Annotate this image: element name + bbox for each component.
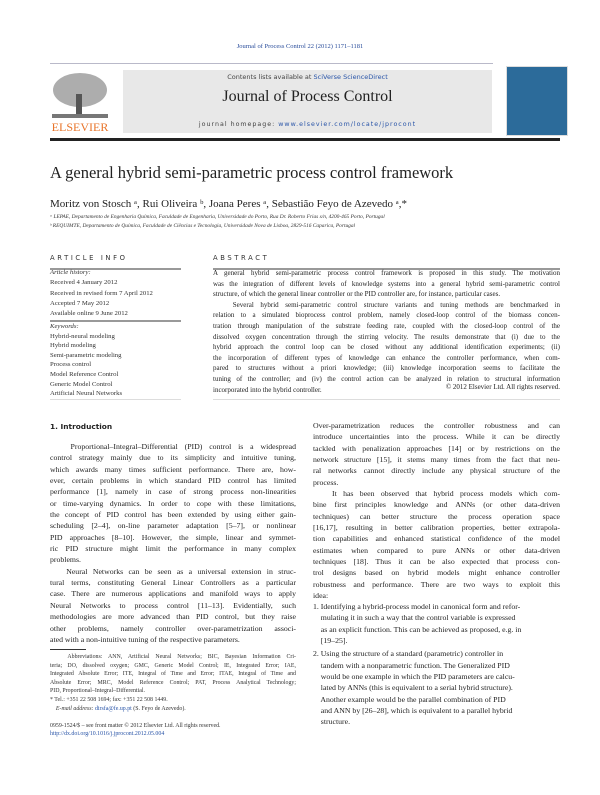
text-line: control strategy mainly due to its simplicity and intuitive tuning, bbox=[50, 453, 296, 463]
masthead-rule bbox=[50, 138, 560, 141]
text-line: hybrid approach the control loop can be closed without any additional identification experiments; (ii) bbox=[213, 343, 560, 352]
divider bbox=[213, 399, 560, 400]
text-line: pared to structures without a priori knowledge; (iii) knowledge incorporation seems to facilitate the bbox=[213, 364, 560, 373]
text-line: teria; DO, dissolved oxygen; GMC, Generic Model Control; IE, Integrated Error; IAE, bbox=[50, 662, 296, 669]
text-line: estimates when compared to pure ANNs or other data-driven bbox=[313, 545, 560, 555]
text-line: methodologies are more advanced than PID control, but they raise bbox=[50, 612, 296, 622]
text-line: techniques [18]. Thus it can be also expected that process con- bbox=[313, 557, 560, 567]
text-line: tackled with penalization approaches [14] or by restrictions on the bbox=[313, 443, 560, 453]
article-info-heading: ARTICLE INFO bbox=[50, 254, 128, 262]
footnote-rule bbox=[50, 649, 86, 650]
header-rule bbox=[50, 63, 493, 64]
history-item: Received in revised form 7 April 2012 bbox=[50, 289, 153, 297]
text-line: Neural Networks to process control [11–13]. Evidentially, such bbox=[50, 600, 296, 610]
history-item: Accepted 7 May 2012 bbox=[50, 299, 110, 307]
copyright: © 2012 Elsevier Ltd. All rights reserved. bbox=[445, 383, 560, 391]
keyword: Process control bbox=[50, 361, 92, 369]
text-line: relation to a simulated bioprocess control problem, namely closed-loop control of the biomass concen- bbox=[213, 311, 560, 320]
text-line: Absolute Error; MRC, Model Reference Control; PAT, Process Analytical Technology; bbox=[50, 679, 296, 686]
elsevier-logo bbox=[48, 70, 112, 134]
text-line: case. There are numerous applications and manifold ways to apply bbox=[50, 589, 296, 599]
text-line: mulating it in such a way that the control variable is expressed bbox=[313, 613, 516, 623]
text-line: tion capabilities and enhanced statistical confidence of the model bbox=[313, 534, 560, 544]
text-line: tural terms, constituting General Linear Controllers as a particular bbox=[50, 578, 296, 588]
journal-title: Journal of Process Control bbox=[222, 88, 393, 105]
keyword: Artificial Neural Networks bbox=[50, 390, 123, 398]
text-line: Several hybrid semi-parametric control structure variants and tuning methods are benchmarked in bbox=[213, 300, 560, 309]
text-line: 1. Identifying a hybrid-process model in canonical form and refor- bbox=[313, 602, 521, 611]
email-footnote: E-mail address: dirsfa@fe.up.pt (S. Feyo de Azevedo). bbox=[55, 706, 186, 712]
text-line: network structure [15], it stems many times from the fact that neu- bbox=[313, 455, 560, 465]
issn-line: 0959-1524/$ – see front matter © 2012 Elsevier Ltd. All rights reserved. bbox=[50, 723, 221, 729]
text-line: was the integration of different levels of knowledge systems into a general hybrid semi-parametric control bbox=[213, 279, 560, 288]
text-line: the incorporation of different types of knowledge can enhance the controller performance, when com- bbox=[213, 353, 560, 362]
list-item bbox=[313, 648, 560, 727]
text-line: [16,17], resulting in better calibration properties, better extrapola- bbox=[313, 523, 560, 533]
journal-cover-thumbnail bbox=[506, 66, 568, 136]
contact-footnote: * Tel.: +351 22 508 1694; fax: +351 22 508 1449. bbox=[50, 697, 168, 703]
text-line: trol designs based on hybrid models might enhance controller bbox=[313, 568, 560, 578]
svg-text:ELSEVIER: ELSEVIER bbox=[51, 120, 109, 134]
text-line: Neural Networks can be seen as a universal extension in struc- bbox=[50, 566, 296, 576]
keyword: Hybrid modeling bbox=[50, 342, 96, 350]
text-line: would be one example in which the PID parameters are calcu- bbox=[313, 672, 515, 682]
keyword: Generic Model Control bbox=[50, 380, 113, 388]
text-line: performance [1], namely in case of strong process non-linearities bbox=[50, 487, 296, 497]
text-line: Another example would be the parallel combination of PID bbox=[313, 694, 506, 704]
text-line: Over-parametrization reduces the controller robustness and can bbox=[313, 421, 560, 430]
article-history: Article history: Received 4 January 2012 Received in revised form 7 April 2012 Accepted 7 May 2012 Available online 9 June 2012 bbox=[50, 268, 181, 319]
text-line: structure, of which the general linear controller or the PID controller are, for instance, particular cases. bbox=[213, 290, 501, 299]
text-line: tandem with a nonparametric function. The Generalized PID bbox=[313, 660, 510, 670]
right-column-text bbox=[313, 420, 560, 602]
text-line: which awards many times sufficient performance. There are, how- bbox=[50, 464, 296, 474]
article-title: A general hybrid semi-parametric process control framework bbox=[50, 163, 454, 182]
text-line: dissolved oxygen concentration through the stirring velocity. The results demonstrate that (i) due to the bbox=[213, 332, 560, 341]
text-line: lated by ANNs (this is equivalent to a serial hybrid structure). bbox=[313, 683, 513, 693]
history-item: Received 4 January 2012 bbox=[50, 279, 118, 287]
abstract-text bbox=[213, 268, 560, 395]
text-line: ric PID structure might limit the performance in many complex bbox=[50, 544, 296, 554]
text-line: tuning of the controller; and (iv) the control action can be analyzed in relation to structural information bbox=[213, 374, 560, 383]
left-column-text bbox=[50, 441, 296, 645]
text-line: Integrated Absolute Error; ITE, Integral of Time and Error; ITAE, Integral of Time and bbox=[50, 671, 296, 678]
text-line: ated with a non-intuitive tuning of the respective parameters. bbox=[50, 634, 240, 644]
text-line: process. bbox=[313, 477, 339, 487]
text-line: 2. Using the structure of a standard (parametric) controller in bbox=[313, 649, 504, 659]
author-list: Moritz von Stosch ᵃ, Rui Oliveira ᵇ, Joana Peres ᵃ, Sebastião Feyo de Azevedo ᵃ,* bbox=[50, 198, 408, 210]
text-line: ral networks cannot directly include any physical structure of the bbox=[313, 466, 560, 476]
keyword: Semi-parametric modeling bbox=[50, 351, 122, 359]
text-line: tration through manipulation of the substrate feeding rate, coupled with the closed-loop control of the bbox=[213, 321, 560, 330]
text-line: robustness and performance. There are two ways to exploit this bbox=[313, 579, 560, 589]
history-item: Available online 9 June 2012 bbox=[50, 310, 128, 318]
text-line: and ANN by [26–28], which is equivalent to a parallel hybrid bbox=[313, 706, 513, 716]
homepage-link[interactable]: www.elsevier.com/locate/jprocont bbox=[278, 121, 417, 128]
text-line: idea: bbox=[313, 591, 329, 601]
contents-line: Contents lists available at SciVerse ScienceDirect bbox=[227, 73, 388, 81]
text-line: It has been observed that hybrid process models which com- bbox=[313, 489, 560, 499]
text-line: A general hybrid semi-parametric process control framework is proposed in this study. The motivation bbox=[213, 269, 560, 277]
text-line: [19–25]. bbox=[313, 636, 348, 646]
section-heading: 1. Introduction bbox=[50, 422, 113, 431]
doi-link[interactable]: http://dx.doi.org/10.1016/j.jprocont.2012.05.004 bbox=[50, 731, 165, 737]
text-line: as an explicit function. This can be achieved as proposed, e.g. in bbox=[313, 624, 522, 634]
text-line: ever, certain problems in which standard PID control has limited bbox=[50, 476, 296, 486]
journal-reference[interactable]: Journal of Process Control 22 (2012) 1171–1181 bbox=[236, 43, 364, 50]
text-line: Abbreviations: ANN, Artificial Neural Networks; BIC, Bayesian Information Cri- bbox=[50, 654, 296, 660]
keyword: Model Reference Control bbox=[50, 370, 119, 378]
text-line: bine first principles knowledge and ANNs (or other data-driven bbox=[313, 500, 560, 510]
numbered-list bbox=[313, 601, 560, 728]
text-line: problems. bbox=[50, 555, 81, 565]
text-line: incorporated into the hybrid controller. bbox=[213, 385, 322, 394]
text-line: introduce uncertainties into the process. While it can be directly bbox=[313, 432, 560, 442]
text-line: other problems, namely controller over-parametrization associ- bbox=[50, 623, 296, 633]
affiliation: ᵇ REQUIMTE, Departamento de Química, Faculdade de Ciências e Tecnologia, Universidade Nova de Lisboa, 2829-516 Caparica, Portugal bbox=[50, 223, 356, 229]
abbreviations-footnote bbox=[50, 653, 296, 696]
text-line: structure. bbox=[313, 717, 351, 727]
keyword: Hybrid-neural modeling bbox=[50, 332, 115, 340]
text-line: or time-varying dynamics. In order to cope with these limitations, bbox=[50, 498, 296, 508]
text-line: scheduling [2–4], on-line parameter adaptation [5–7], or nonlinear bbox=[50, 521, 296, 531]
email-link[interactable]: dirsfa@fe.up.pt bbox=[94, 706, 132, 712]
text-line: PID approaches [8–10]. However, the simple, linear and symmet- bbox=[50, 532, 296, 542]
divider bbox=[50, 399, 181, 400]
text-line: Proportional–Integral–Differential (PID) control is a widespread bbox=[50, 442, 296, 451]
sciencedirect-link[interactable]: SciVerse ScienceDirect bbox=[313, 73, 388, 81]
list-item bbox=[313, 601, 560, 646]
masthead-box bbox=[123, 70, 492, 133]
abstract-heading: ABSTRACT bbox=[213, 254, 270, 262]
affiliation: ᵃ LEPAE, Departamento de Engenharia Química, Faculdade de Engenharia, Universidade do Porto, Rua Dr. Roberto Frias s/n, 4200-465 Porto, Portugal bbox=[50, 214, 385, 220]
keywords: Keywords: Hybrid-neural modeling Hybrid modeling Semi-parametric modeling Process control Model Reference Control Generic Model Control Artificial Neural Networks bbox=[50, 322, 181, 399]
text-line: PID, Proportional–Integral–Differential. bbox=[50, 688, 145, 695]
text-line: the concept of PID control has been extended by using either gain- bbox=[50, 510, 296, 520]
homepage-line: journal homepage: www.elsevier.com/locate/jprocont bbox=[198, 121, 417, 128]
text-line: techniques) can better structure the process operation space bbox=[313, 511, 560, 521]
